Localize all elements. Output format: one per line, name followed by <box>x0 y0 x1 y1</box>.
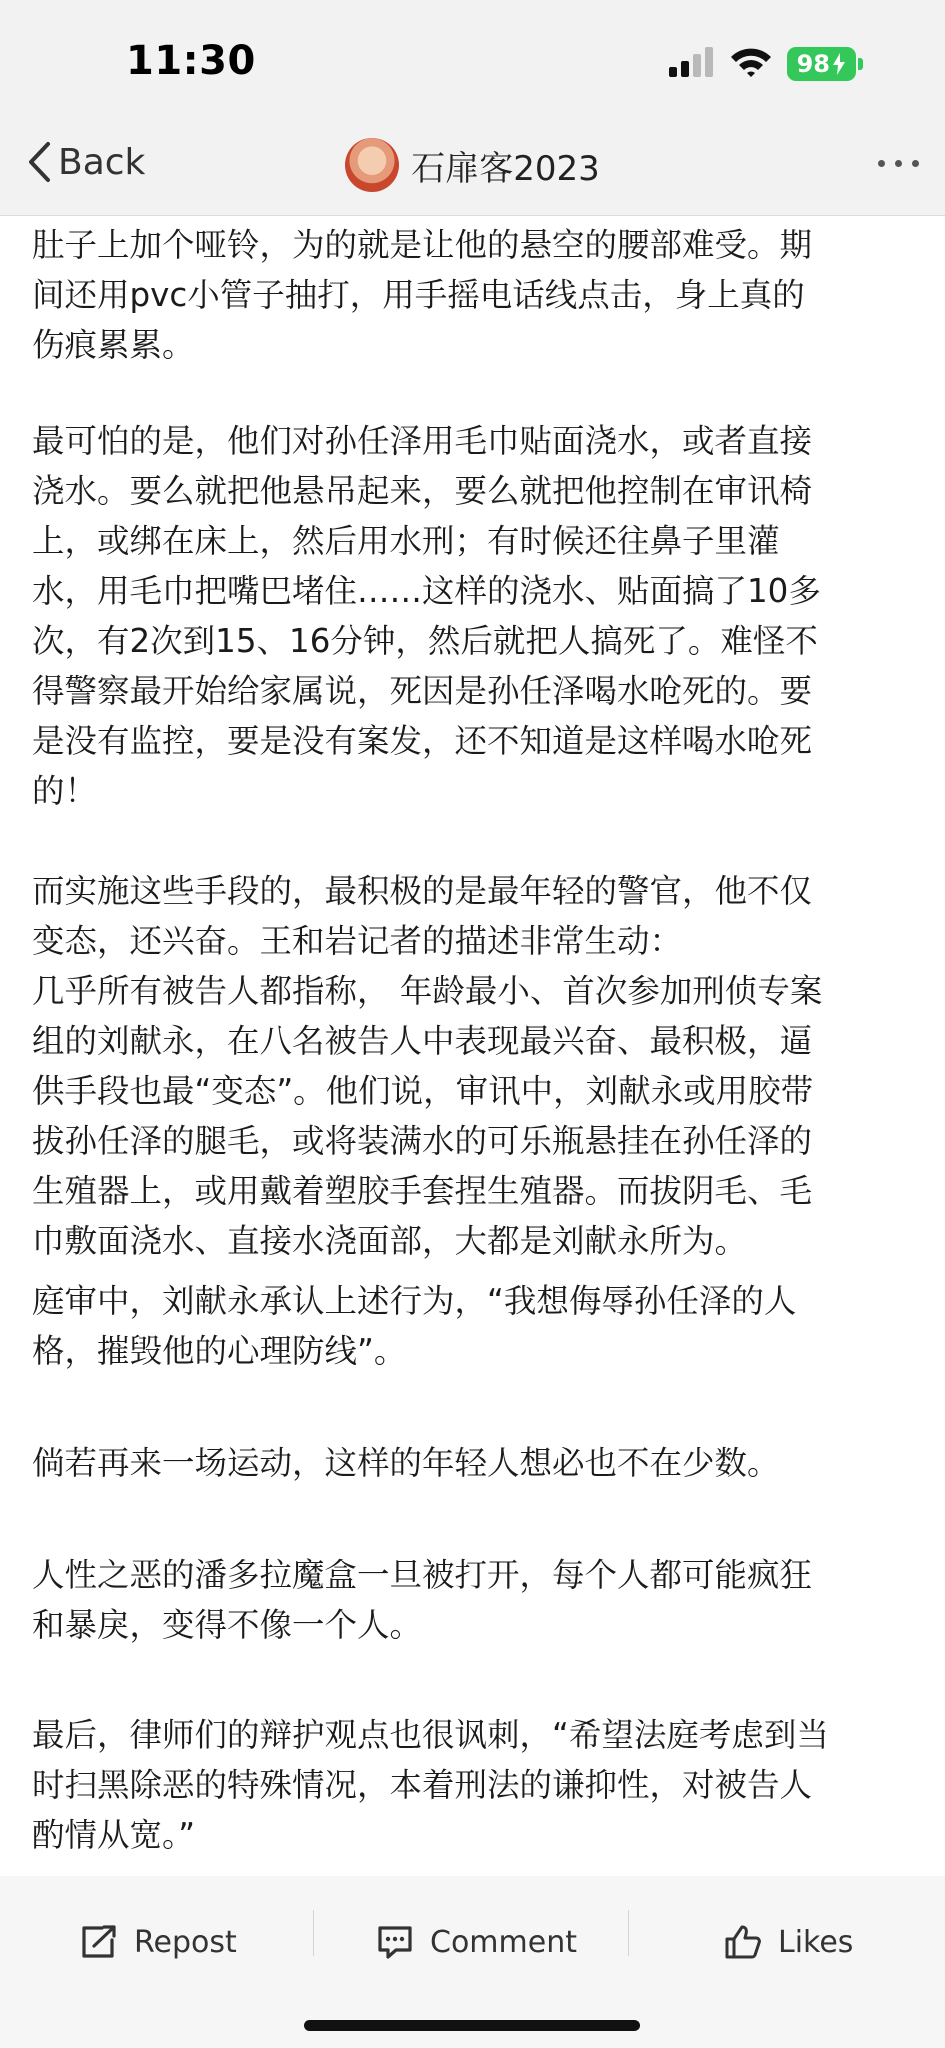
charging-bolt-icon <box>832 53 846 75</box>
status-time: 11:30 <box>126 38 256 84</box>
repost-label: Repost <box>134 1924 237 1960</box>
comment-icon <box>376 1924 414 1960</box>
likes-label: Likes <box>778 1924 854 1960</box>
more-dot <box>895 160 902 167</box>
avatar[interactable] <box>345 138 399 192</box>
paragraph: 倘若再来一场运动，这样的年轻人想必也不在少数。 <box>32 1444 780 1482</box>
battery-level: 98 <box>796 50 830 78</box>
paragraph: 而实施这些手段的，最积极的是最年轻的警官，他不仅 变态，还兴奋。王和岩记者的描述非常生动： 几乎所有被告人都指称， 年龄最小、首次参加刑侦专案 组的刘献永，在八名被告人中表现最兴奋、最积极，逼 供手段也最“变态”。他们说，审讯中，刘献永或用胶带 拔孙任泽的腿毛，或将装满水的可乐瓶悬挂在孙任泽的 生殖器上，或用戴着塑胶手套捏生殖器。而拔阴毛、毛 巾敷面浇水、直接水浇面部，大都是刘献永所为。 <box>32 872 823 1260</box>
repost-button[interactable] <box>80 1924 237 1960</box>
divider <box>313 1910 314 1956</box>
more-dot <box>912 160 919 167</box>
paragraph: 肚子上加个哑铃，为的就是让他的悬空的腰部难受。期 间还用pvc小管子抽打，用手摇电话线点击，身上真的 伤痕累累。 <box>32 226 813 364</box>
more-dot <box>878 160 885 167</box>
page-title: 石扉客2023 <box>411 148 600 189</box>
more-icon[interactable] <box>878 160 919 167</box>
paragraph: 最后，律师们的辩护观点也很讽刺，“希望法庭考虑到当 时扫黑除恶的特殊情况，本着刑法的谦抑性，对被告人 酌情从宽。” <box>32 1716 829 1854</box>
divider <box>628 1910 629 1956</box>
wifi-icon <box>729 46 773 82</box>
like-icon <box>724 1924 762 1960</box>
profile-header[interactable] <box>0 138 945 192</box>
signal-icon <box>669 47 715 81</box>
status-icons <box>669 46 863 82</box>
repost-icon <box>80 1924 118 1960</box>
post-content[interactable] <box>0 216 945 1876</box>
status-bar <box>0 0 945 130</box>
likes-button[interactable] <box>724 1924 853 1960</box>
paragraph: 最可怕的是，他们对孙任泽用毛巾贴面浇水，或者直接 浇水。要么就把他悬吊起来，要么就把他控制在审讯椅 上，或绑在床上，然后用水刑；有时候还往鼻子里灌 水，用毛巾把嘴巴堵住……这样的浇水、贴面搞了10多 次，有2次到15、16分钟，然后就把人搞死了。难怪不 得警察最开始给家属说，死因是孙任泽喝水呛死的。要 是没有监控，要是没有案发，还不知道是这样喝水呛死 的！ <box>32 422 821 810</box>
paragraph: 人性之恶的潘多拉魔盒一旦被打开，每个人都可能疯狂 和暴戾，变得不像一个人。 <box>32 1556 813 1644</box>
battery-cap <box>858 58 863 70</box>
paragraph: 庭审中，刘献永承认上述行为，“我想侮辱孙任泽的人 格，摧毁他的心理防线”。 <box>32 1282 797 1370</box>
back-label: Back <box>58 141 146 183</box>
nav-bar <box>0 130 945 216</box>
home-indicator[interactable] <box>304 2020 640 2031</box>
battery-icon <box>787 47 856 81</box>
comment-button[interactable] <box>376 1924 577 1960</box>
comment-label: Comment <box>430 1924 577 1960</box>
